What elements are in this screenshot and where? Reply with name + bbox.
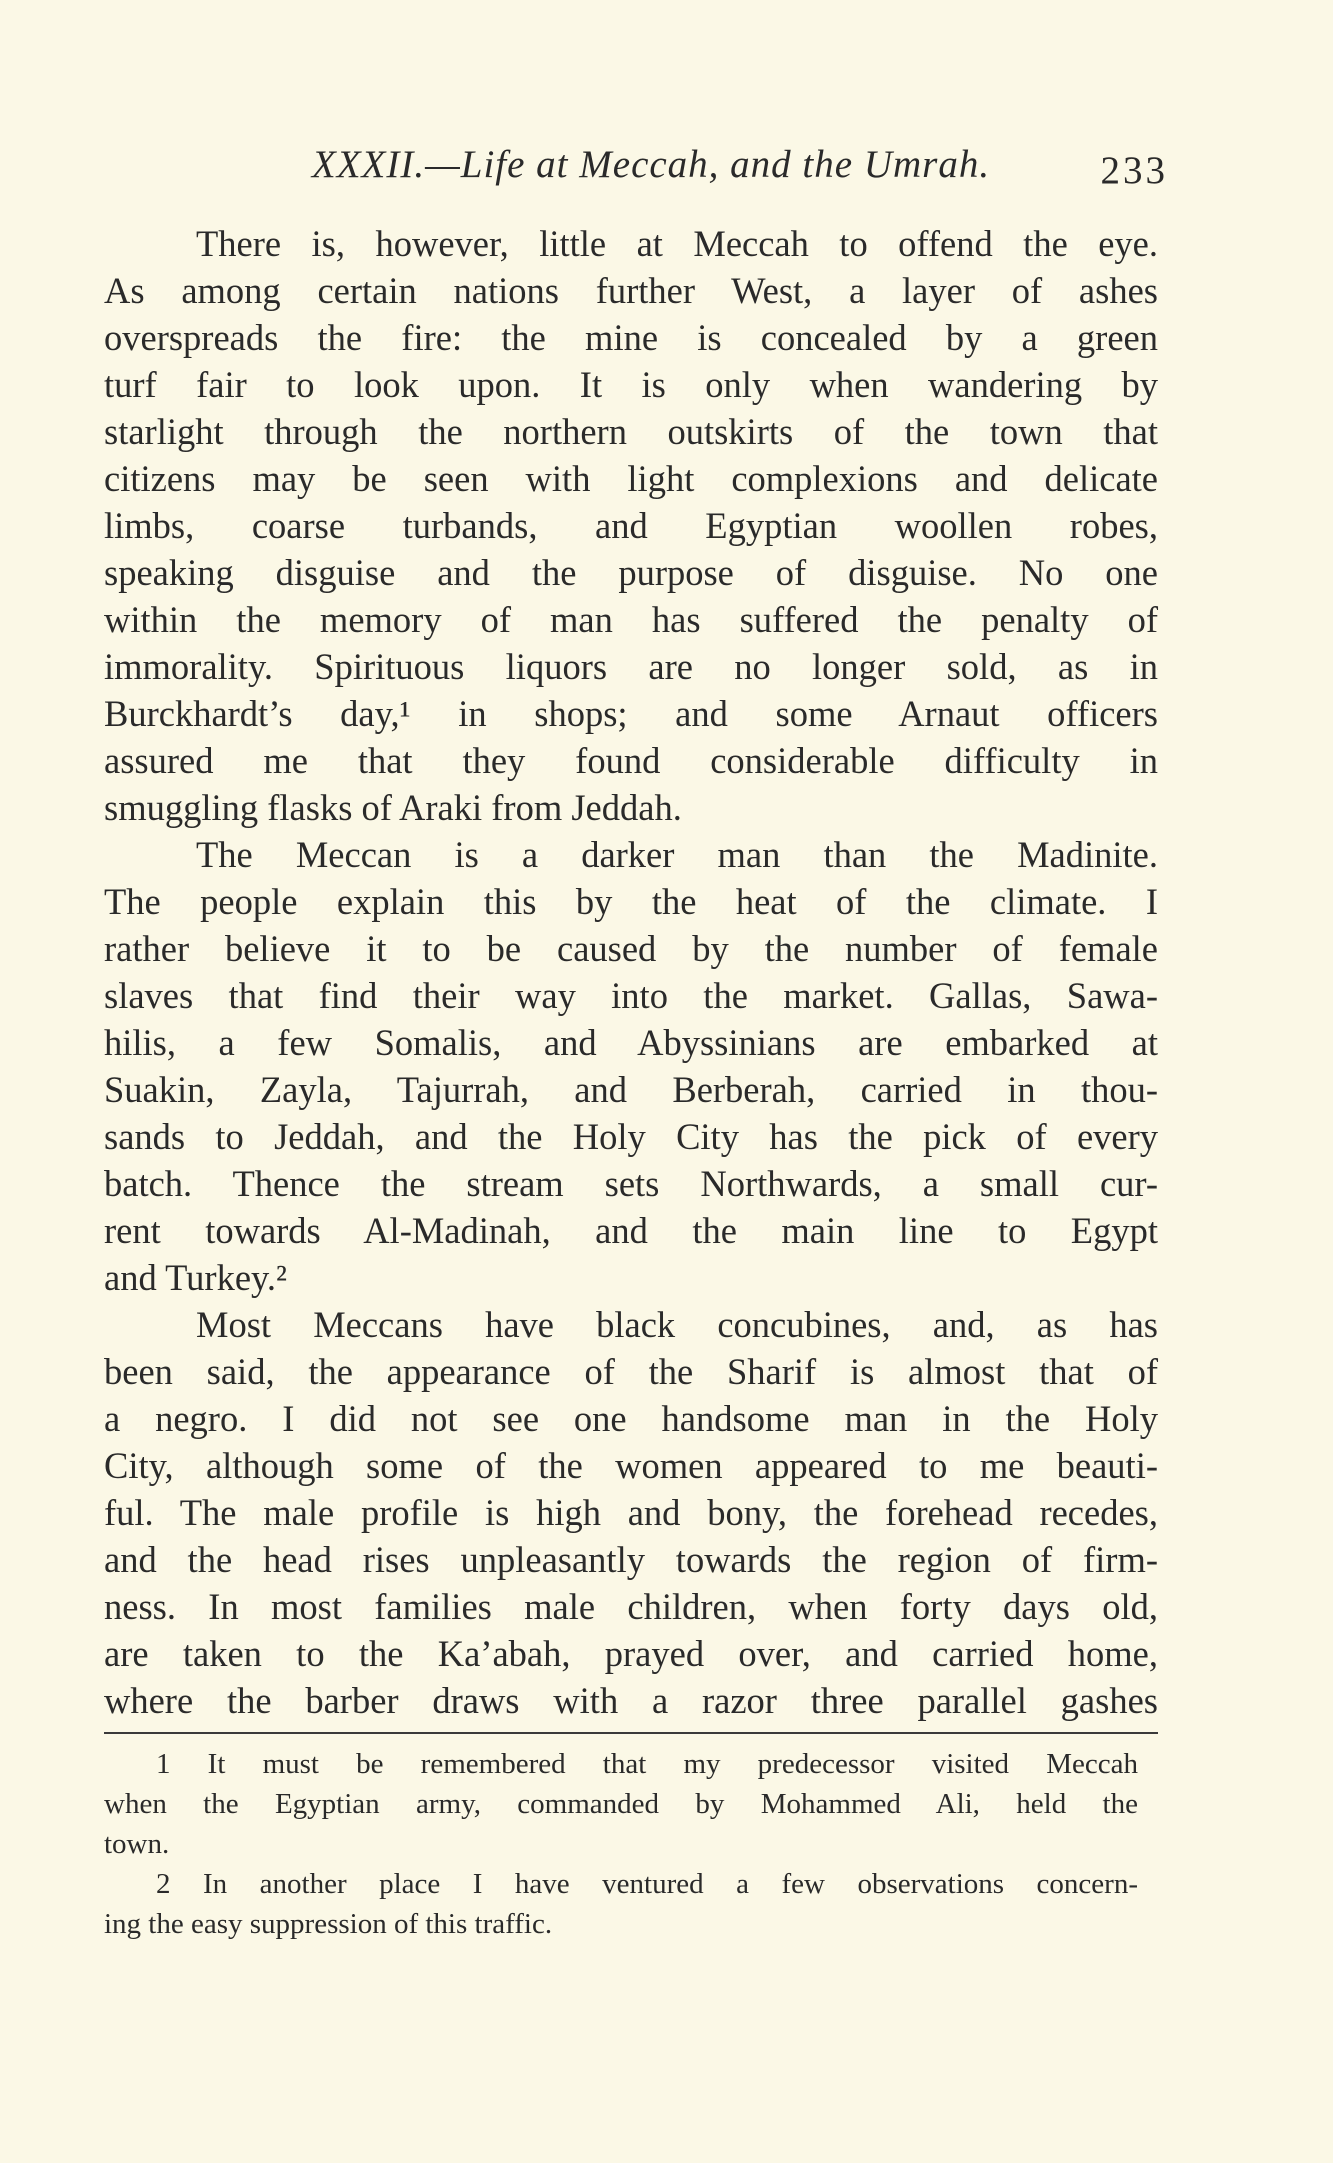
running-header: [104, 142, 1168, 192]
footnote-line: ing the easy suppression of this traffic.: [104, 1908, 553, 1940]
text-line: citizens may be seen with light complexions and delicate: [104, 458, 1158, 499]
text-line: within the memory of man has suffered the penalty of: [104, 599, 1158, 640]
text-line: batch. Thence the stream sets Northwards, a small cur-: [104, 1163, 1158, 1204]
text-line: Suakin, Zayla, Tajurrah, and Berberah, carried in thou-: [104, 1069, 1158, 1110]
text-line: speaking disguise and the purpose of disguise. No one: [104, 552, 1158, 593]
footnote-line: when the Egyptian army, commanded by Mohammed Ali, held the: [104, 1788, 1138, 1820]
text-line: sands to Jeddah, and the Holy City has the pick of every: [104, 1116, 1158, 1157]
running-title: XXXII.—Life at Meccah, and the Umrah.: [311, 143, 991, 186]
text-line: overspreads the fire: the mine is concealed by a green: [104, 317, 1158, 358]
text-line: slaves that find their way into the market. Gallas, Sawa-: [104, 975, 1158, 1016]
text-line: hilis, a few Somalis, and Abyssinians are embarked at: [104, 1022, 1158, 1063]
text-line: As among certain nations further West, a layer of ashes: [104, 270, 1158, 311]
text-line: starlight through the northern outskirts of the town that: [104, 411, 1158, 452]
text-line: immorality. Spirituous liquors are no longer sold, as in: [104, 646, 1158, 687]
page-number: 233: [1100, 149, 1168, 192]
text-line: rent towards Al-Madinah, and the main line to Egypt: [104, 1210, 1158, 1251]
text-line: Most Meccans have black concubines, and, as has: [196, 1304, 1158, 1345]
text-line: assured me that they found considerable difficulty in: [104, 740, 1158, 781]
text-line: turf fair to look upon. It is only when wandering by: [104, 364, 1158, 405]
text-line: The people explain this by the heat of the climate. I: [104, 881, 1158, 922]
text-line: Burckhardt’s day,¹ in shops; and some Arnaut officers: [104, 693, 1158, 734]
text-line: ful. The male profile is high and bony, the forehead recedes,: [104, 1492, 1158, 1533]
text-line: and the head rises unpleasantly towards the region of firm-: [104, 1539, 1158, 1580]
text-line: There is, however, little at Meccah to offend the eye.: [196, 223, 1158, 264]
text-line: ness. In most families male children, when forty days old,: [104, 1586, 1158, 1627]
text-line: are taken to the Ka’abah, prayed over, and carried home,: [104, 1633, 1158, 1674]
footnote-line: town.: [104, 1828, 170, 1860]
text-line: and Turkey.²: [104, 1257, 287, 1298]
body-text: [104, 220, 1158, 1724]
text-line: where the barber draws with a razor three parallel gashes: [104, 1680, 1158, 1721]
text-line: City, although some of the women appeared to me beauti-: [104, 1445, 1158, 1486]
text-line: limbs, coarse turbands, and Egyptian woollen robes,: [104, 505, 1158, 546]
footnote-line: 1 It must be remembered that my predecessor visited Meccah: [156, 1748, 1138, 1780]
footnotes: [104, 1744, 1138, 1944]
footnote-divider: [104, 1732, 1158, 1734]
text-line: been said, the appearance of the Sharif is almost that of: [104, 1351, 1158, 1392]
text-line: smuggling flasks of Araki from Jeddah.: [104, 787, 682, 828]
text-line: a negro. I did not see one handsome man in the Holy: [104, 1398, 1158, 1439]
footnote-line: 2 In another place I have ventured a few observations concern-: [156, 1868, 1138, 1900]
text-line: rather believe it to be caused by the number of female: [104, 928, 1158, 969]
text-line: The Meccan is a darker man than the Madinite.: [196, 834, 1158, 875]
